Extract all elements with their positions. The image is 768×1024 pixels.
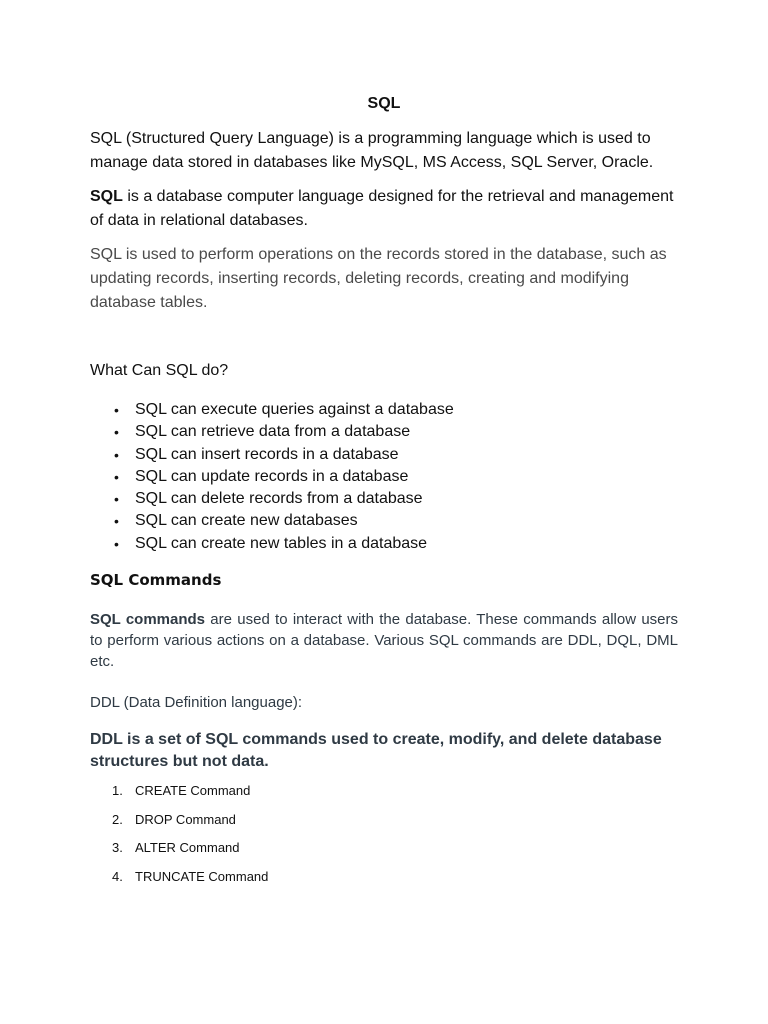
list-number: 1. — [112, 783, 123, 798]
ddl-commands-list — [90, 781, 678, 895]
commands-paragraph — [90, 609, 678, 672]
list-item — [90, 466, 678, 488]
list-item-text: TRUNCATE Command — [135, 868, 269, 884]
definition-text: is a database computer language designed for the retrieval and management of data in relational databases. — [90, 188, 674, 229]
capabilities-list — [90, 399, 678, 555]
list-item-text: SQL can delete records from a database — [135, 490, 423, 508]
list-item — [90, 510, 678, 532]
list-item — [90, 399, 678, 421]
list-item-text: ALTER Command — [135, 840, 240, 855]
list-item-text: SQL can insert records in a database — [135, 445, 399, 463]
definition-paragraph — [90, 185, 678, 233]
list-item-text: SQL can create new databases — [135, 512, 358, 530]
document-title: SQL — [367, 95, 401, 112]
commands-heading: SQL Commands — [90, 571, 222, 589]
list-item — [90, 867, 678, 896]
list-number: 3. — [112, 840, 123, 855]
operations-paragraph: SQL is used to perform operations on the records stored in the database, such as updating records, inserting records, deleting records, creating and modifying database tables. — [90, 246, 667, 311]
what-can-heading: What Can SQL do? — [90, 362, 229, 379]
list-item — [90, 810, 678, 839]
list-item-text: CREATE Command — [135, 783, 251, 798]
list-item — [90, 533, 678, 555]
ddl-heading: DDL (Data Definition language): — [90, 694, 303, 711]
list-number: 4. — [112, 868, 123, 884]
list-item — [90, 444, 678, 466]
list-item — [90, 781, 678, 810]
bullet-icon: • — [114, 402, 119, 418]
bullet-icon: • — [114, 513, 119, 530]
list-number: 2. — [112, 811, 123, 827]
list-item — [90, 488, 678, 510]
list-item — [90, 838, 678, 867]
bullet-icon: • — [114, 535, 119, 552]
bullet-icon: • — [114, 468, 119, 485]
bullet-icon: • — [114, 446, 119, 463]
commands-bold-term: SQL commands — [90, 611, 206, 628]
list-item-text: SQL can execute queries against a database — [135, 401, 454, 418]
definition-bold-term: SQL — [90, 188, 123, 205]
commands-text: are used to interact with the database. These commands allow users to perform various actions on a database. Various SQL commands are DDL, DQL, DML etc. — [90, 611, 678, 670]
bullet-icon: • — [114, 424, 119, 441]
ddl-description: DDL is a set of SQL commands used to create, modify, and delete database structures but not data. — [90, 731, 662, 770]
list-item-text: SQL can retrieve data from a database — [135, 423, 411, 441]
list-item — [90, 421, 678, 443]
list-item-text: SQL can create new tables in a database — [135, 534, 428, 552]
bullet-icon: • — [114, 491, 119, 508]
intro-paragraph: SQL (Structured Query Language) is a programming language which is used to manage data stored in databases like MySQL, MS Access, SQL Server, Oracle. — [90, 130, 654, 171]
list-item-text: DROP Command — [135, 811, 236, 827]
list-item-text: SQL can update records in a database — [135, 467, 409, 485]
